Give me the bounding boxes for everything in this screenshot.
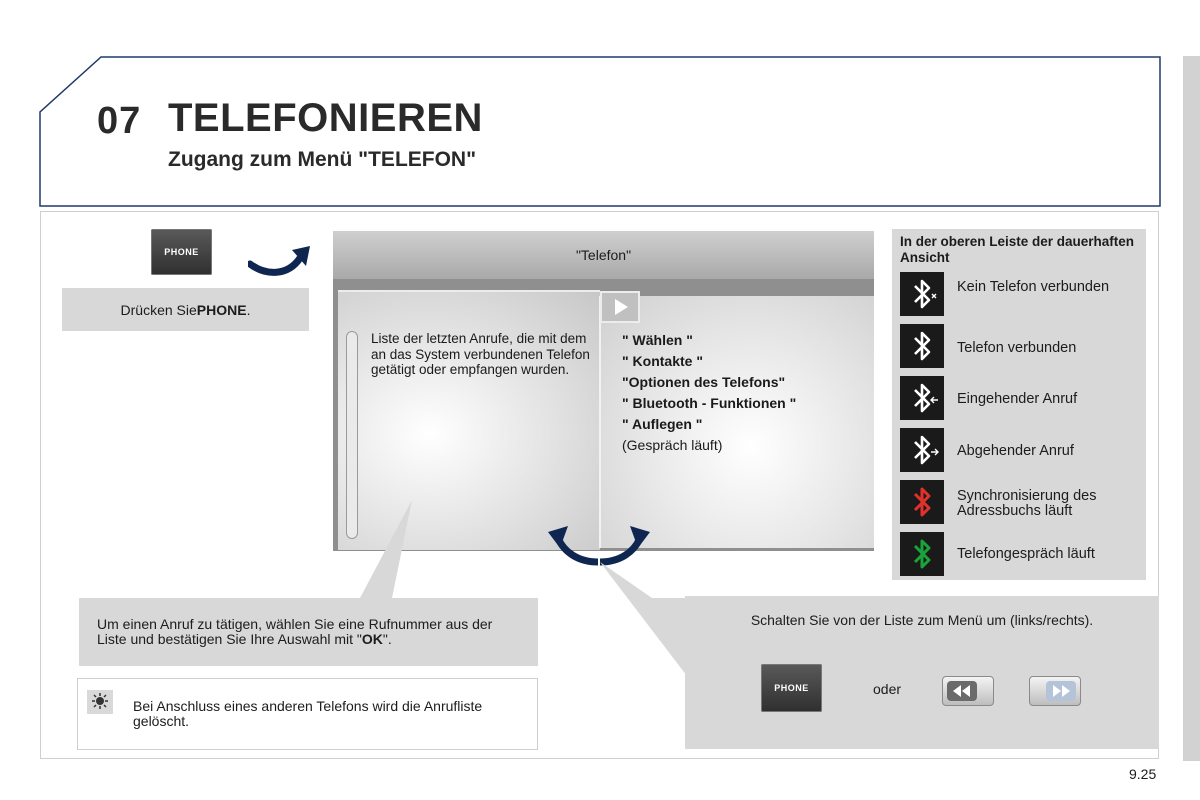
ok-key-name: OK (361, 631, 383, 647)
tip-text: Bei Anschluss eines anderen Telefons wird die Anrufliste gelöscht. (133, 698, 483, 729)
menu-item-bluetooth-functions[interactable]: " Bluetooth - Funktionen " (622, 395, 797, 411)
menu-item-dial[interactable]: " Wählen " (622, 332, 693, 348)
lightbulb-icon (87, 690, 113, 714)
bluetooth-sync-icon (900, 480, 944, 524)
legend-label: Telefongespräch läuft (957, 546, 1095, 562)
phone-button-label: PHONE (164, 247, 199, 257)
legend-label: Telefon verbunden (957, 340, 1077, 356)
switch-instruction: Schalten Sie von der Liste zum Menü um (links/rechts). (750, 612, 1094, 628)
recent-calls-description: Liste der letzten Anrufe, die mit dem an das System verbundenen Telefon getätigt oder empfangen wurden. (371, 331, 590, 377)
bluetooth-disconnected-icon (900, 272, 944, 316)
dial-text: Um einen Anruf zu tätigen, wählen Sie eine Rufnummer aus der Liste und bestätigen Sie Ihre Auswahl mit " (97, 616, 493, 647)
press-suffix: . (246, 301, 251, 318)
legend-label: Synchronisierung des Adressbuchs läuft (957, 488, 1097, 519)
menu-item-hang-up[interactable]: " Auflegen " (622, 416, 703, 432)
phone-button-label: PHONE (774, 683, 809, 693)
bluetooth-call-active-icon (900, 532, 944, 576)
seek-forward-button[interactable] (1029, 676, 1081, 706)
menu-item-phone-options[interactable]: "Optionen des Telefons" (622, 374, 786, 390)
screen-title: "Telefon" (575, 247, 632, 263)
page-number: 9.25 (1129, 766, 1157, 782)
legend-label: Eingehender Anruf (957, 391, 1078, 407)
page-title: TELEFONIEREN (168, 96, 483, 140)
dial-suffix: ". (382, 631, 392, 647)
page-subtitle: Zugang zum Menü "TELEFON" (168, 148, 477, 171)
press-prefix: Drücken Sie (120, 301, 197, 318)
press-key-name: PHONE (196, 301, 247, 318)
legend-heading: In der oberen Leiste der dauerhaften Ansicht (900, 234, 1135, 265)
phone-button[interactable] (761, 664, 822, 712)
menu-note: (Gespräch läuft) (622, 437, 723, 453)
bluetooth-connected-icon (900, 324, 944, 368)
dial-instruction (79, 598, 538, 666)
seek-back-button[interactable] (942, 676, 994, 706)
menu-item-contacts[interactable]: " Kontakte " (622, 353, 703, 369)
bluetooth-incoming-call-icon (900, 376, 944, 420)
legend-label: Abgehender Anruf (957, 443, 1074, 459)
fast-forward-icon (1030, 677, 1080, 705)
rewind-icon (943, 677, 993, 705)
legend-label: Kein Telefon verbunden (957, 279, 1110, 295)
chapter-number: 07 (97, 100, 142, 142)
or-label: oder (873, 681, 902, 697)
bluetooth-outgoing-call-icon (900, 428, 944, 472)
